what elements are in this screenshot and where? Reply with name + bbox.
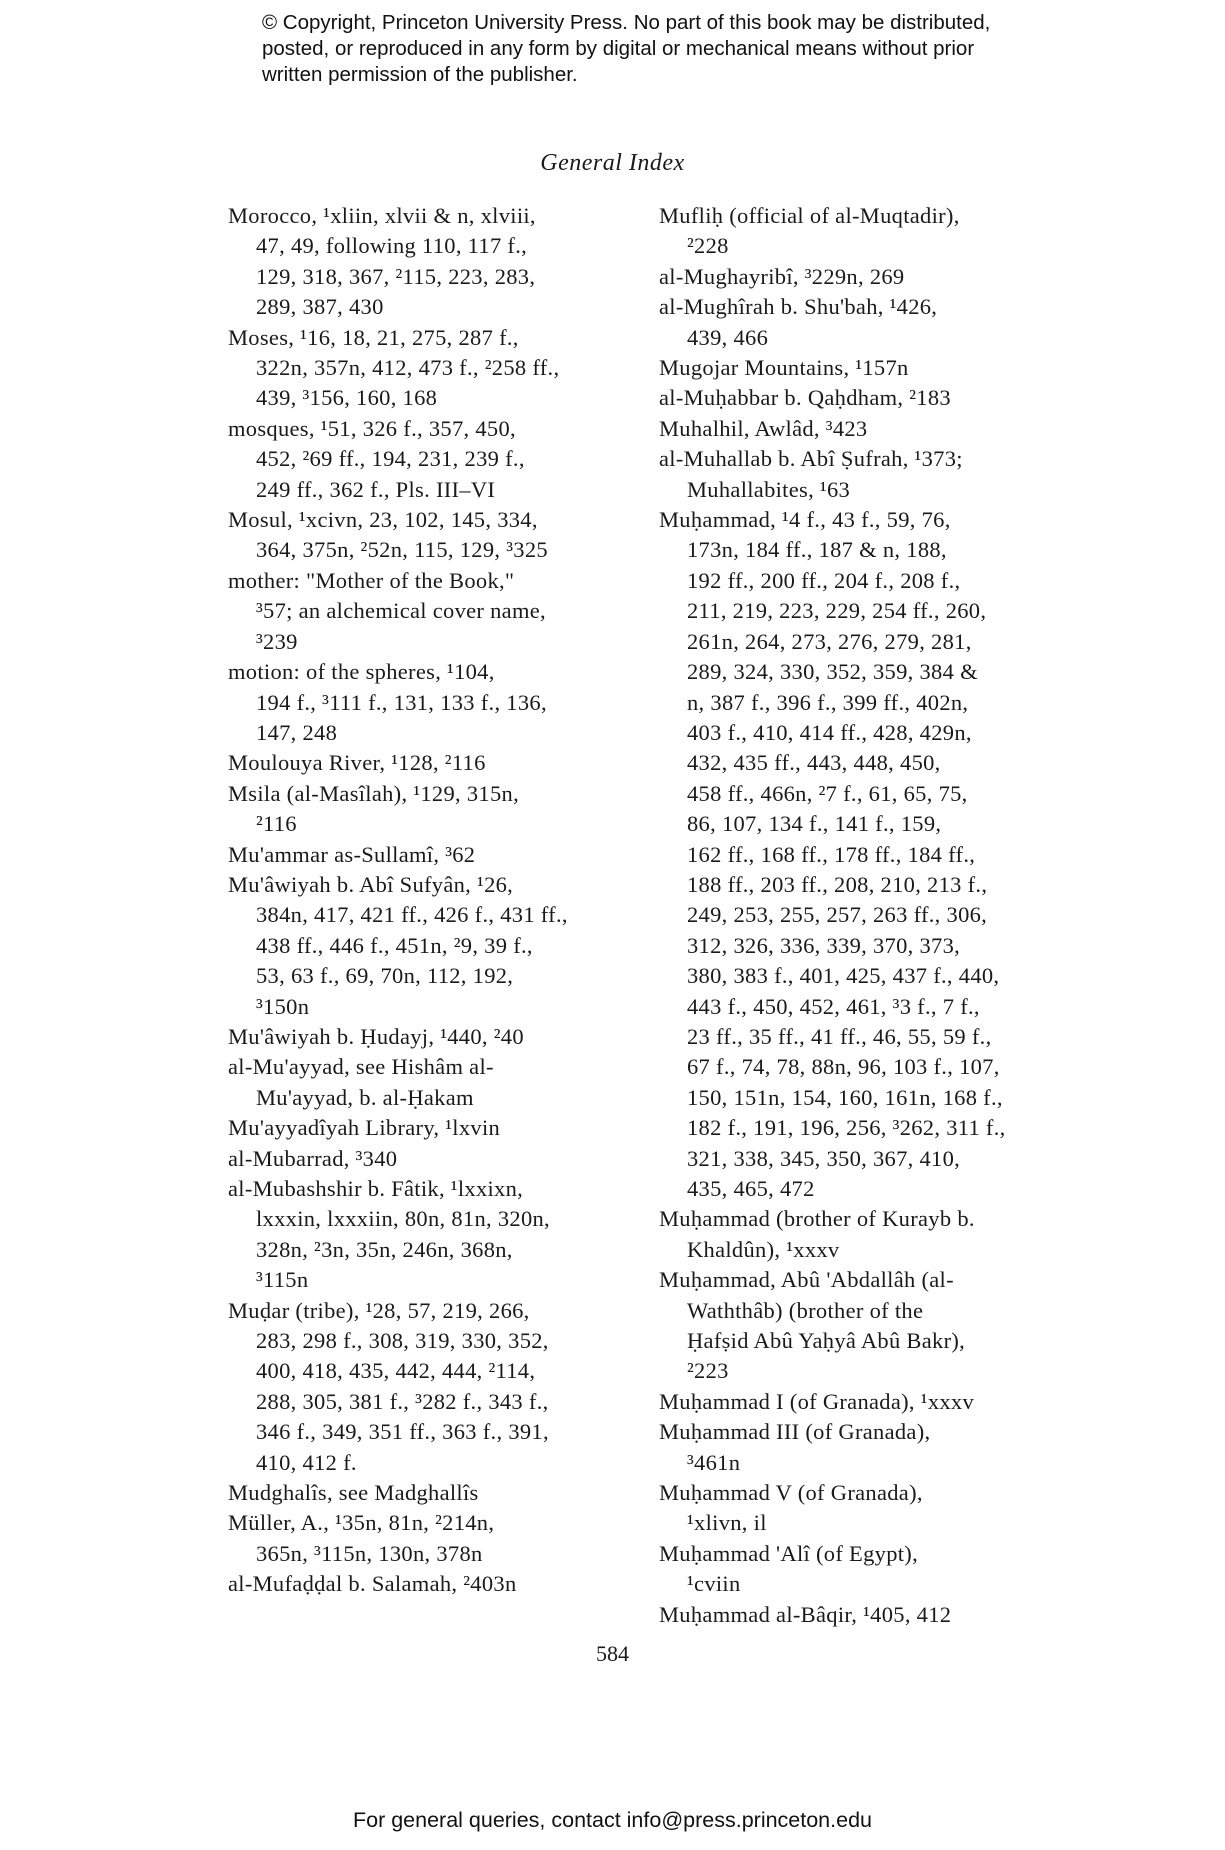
index-entry: Moses, ¹16, 18, 21, 275, 287 f., 322n, 357n, 412, 473 f., ²258 ff., 439, ³156, 160, 168 bbox=[228, 324, 560, 411]
index-entry: Mu'âwiyah b. Abî Sufyân, ¹26, 384n, 417, 421 ff., 426 f., 431 ff., 438 ff., 446 f., 451n, ²9, 39 f., 53, 63 f., 69, 70n, 112, 192, ³150n bbox=[228, 871, 568, 1019]
index-entry: Muḍar (tribe), ¹28, 57, 219, 266, 283, 298 f., 308, 319, 330, 352, 400, 418, 435, 442, 444, ²114, 288, 305, 381 f., ³282 f., 343 f., 346 f., 349, 351 ff., 363 f., 391, 410, 412 f. bbox=[228, 1297, 549, 1475]
index-entry: al-Mu'ayyad, see Hishâm al- Mu'ayyad, b. al-Ḥakam bbox=[228, 1054, 494, 1110]
index-entry: Mugojar Mountains, ¹157n bbox=[659, 355, 909, 381]
page-number: 584 bbox=[596, 1641, 629, 1666]
index-entry: Muḥammad, Abû 'Abdallâh (al- Waththâb) (brother of the Ḥafṣid Abû Yaḥyâ Abû Bakr), ²223 bbox=[659, 1267, 966, 1384]
index-entry: Muḥammad III (of Granada), ³461n bbox=[659, 1419, 931, 1475]
index-entry: Mufliḥ (official of al-Muqtadir), ²228 bbox=[659, 203, 960, 259]
index-entry: Mudghalîs, see Madghallîs bbox=[228, 1480, 479, 1506]
index-entry: mother: "Mother of the Book," ³57; an alchemical cover name, ³239 bbox=[228, 567, 546, 654]
index-column-right bbox=[659, 201, 1069, 1630]
index-entry: al-Mubashshir b. Fâtik, ¹lxxixn, lxxxin, lxxxiin, 80n, 81n, 320n, 328n, ²3n, 35n, 246n, 368n, ³115n bbox=[228, 1176, 550, 1293]
copyright-notice: © Copyright, Princeton University Press. No part of this book may be distributed, posted, or reproduced in any form by digital or mechanical means without prior written permission of the publisher. bbox=[262, 11, 991, 86]
index-entry: mosques, ¹51, 326 f., 357, 450, 452, ²69 ff., 194, 231, 239 f., 249 ff., 362 f., Pls. III–VI bbox=[228, 415, 525, 502]
index-entry: Moulouya River, ¹128, ²116 bbox=[228, 750, 486, 776]
index-entry: al-Mubarrad, ³340 bbox=[228, 1145, 398, 1171]
index-entry: Muḥammad 'Alî (of Egypt), ¹cviin bbox=[659, 1540, 919, 1597]
index-entry: Muḥammad V (of Granada), ¹xlivn, il bbox=[659, 1480, 923, 1536]
index-entry: al-Mufaḍḍal b. Salamah, ²403n bbox=[228, 1571, 517, 1597]
running-head: General Index bbox=[540, 150, 685, 176]
index-entry: Muhalhil, Awlâd, ³423 bbox=[659, 415, 868, 441]
index-entry: Mosul, ¹xcivn, 23, 102, 145, 334, 364, 375n, ²52n, 115, 129, ³325 bbox=[228, 507, 548, 563]
index-entry: Mu'ammar as-Sullamî, ³62 bbox=[228, 841, 476, 867]
index-entry: motion: of the spheres, ¹104, 194 f., ³111 f., 131, 133 f., 136, 147, 248 bbox=[228, 659, 547, 745]
index-entry: Mu'âwiyah b. Ḥudayj, ¹440, ²40 bbox=[228, 1023, 524, 1049]
index-entry: Muḥammad (brother of Kurayb b. Khaldûn), ¹xxxv bbox=[659, 1206, 975, 1262]
index-entry: al-Mughayribî, ³229n, 269 bbox=[659, 263, 905, 289]
index-entry: al-Mughîrah b. Shu'bah, ¹426, 439, 466 bbox=[659, 294, 938, 350]
index-entry: al-Muhallab b. Abî Ṣufrah, ¹373; Muhallabites, ¹63 bbox=[659, 446, 963, 502]
index-entry: Morocco, ¹xliin, xlvii & n, xlviii, 47, 49, following 110, 117 f., 129, 318, 367, ²115, 223, 283, 289, 387, 430 bbox=[228, 203, 536, 320]
index-entry: Msila (al-Masîlah), ¹129, 315n, ²116 bbox=[228, 780, 520, 837]
index-entry: Mu'ayyadîyah Library, ¹lxvin bbox=[228, 1115, 501, 1141]
index-entry: Müller, A., ¹35n, 81n, ²214n, 365n, ³115n, 130n, 378n bbox=[228, 1510, 495, 1566]
footer-contact: For general queries, contact info@press.princeton.edu bbox=[352, 1808, 872, 1832]
index-entry: Muḥammad, ¹4 f., 43 f., 59, 76, 173n, 184 ff., 187 & n, 188, 192 ff., 200 ff., 204 f., 208 f., 211, 219, 223, 229, 254 ff., 260, 261n, 264, 273, 276, 279, 281, 289, 324, 330, 352, 359, 384 & n, 387 f., 396 f., 399 ff., 402n, 403 f., 410, 414 ff., 428, 429n, 432, 435 ff., 443, 448, 450, 458 ff., 466n, ²7 f., 61, 65, 75, 86, 107, 134 f., 141 f., 159, 162 ff., 168 ff., 178 ff., 184 ff., 188 ff., 203 ff., 208, 210, 213 f., 249, 253, 255, 257, 263 ff., 306, 312, 326, 336, 339, 370, 373, 380, 383 f., 401, 425, 437 f., 440, 443 f., 450, 452, 461, ³3 f., 7 f., 23 ff., 35 ff., 41 ff., 46, 55, 59 f., 67 f., 74, 78, 88n, 96, 103 f., 107, 150, 151n, 154, 160, 161n, 168 f., 182 f., 191, 196, 256, ³262, 311 f., 321, 338, 345, 350, 367, 410, 435, 465, 472 bbox=[659, 507, 1006, 1201]
index-entry: al-Muḥabbar b. Qaḥdham, ²183 bbox=[659, 385, 951, 411]
index-entry: Muḥammad al-Bâqir, ¹405, 412 bbox=[659, 1601, 952, 1627]
index-entry: Muḥammad I (of Granada), ¹xxxv bbox=[659, 1388, 975, 1414]
index-column-left bbox=[228, 201, 638, 1600]
